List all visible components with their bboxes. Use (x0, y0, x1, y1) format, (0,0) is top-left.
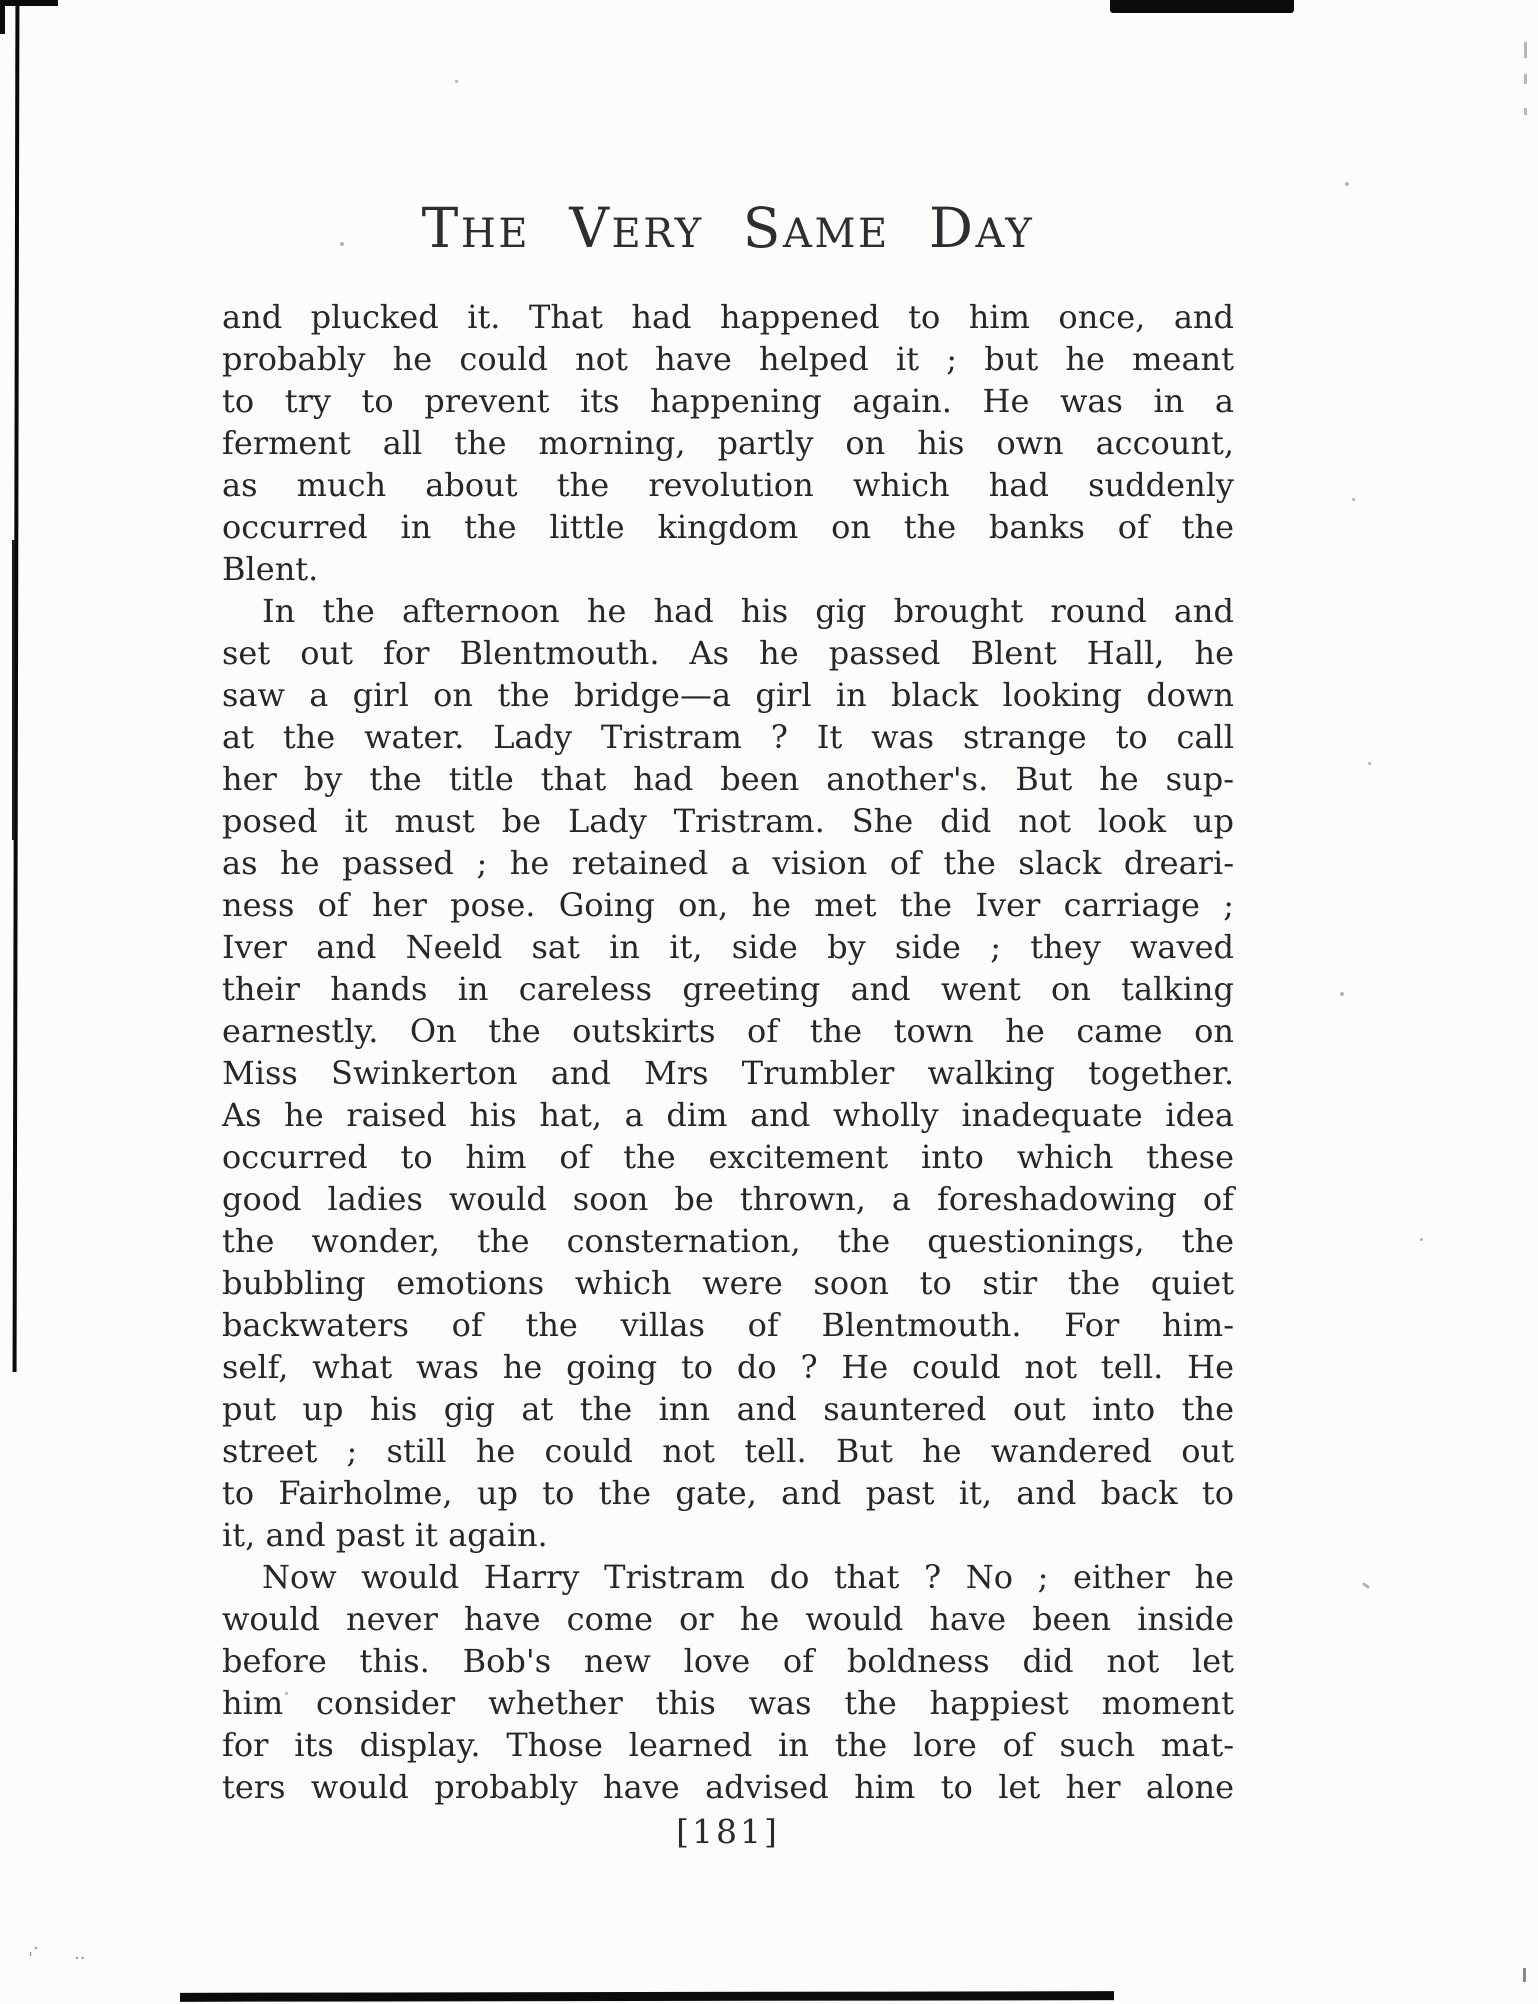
paragraph (222, 296, 1234, 590)
running-header (222, 196, 1234, 260)
text-line: posed it must be Lady Tristram. She did not look up (222, 802, 1234, 840)
scan-speck (1345, 182, 1349, 186)
scan-speck (1352, 498, 1355, 501)
scan-dash (1524, 108, 1527, 115)
header-word-initial: T (421, 196, 461, 260)
text-line: ness of her pose. Going on, he met the Iver carriage ; (222, 886, 1234, 924)
text-line: occurred to him of the excitement into which these (222, 1138, 1234, 1176)
header-word (743, 196, 890, 260)
text-line: her by the title that had been another's. But he sup- (222, 760, 1234, 798)
header-word (422, 196, 530, 260)
scan-artifact-left-line-2 (12, 540, 15, 840)
text-line: and plucked it. That had happened to him once, and (222, 298, 1234, 336)
header-word-rest: HE (460, 211, 531, 257)
text-line: set out for Blentmouth. As he passed Blent Hall, he (222, 634, 1234, 672)
scan-speck (1368, 762, 1371, 765)
scan-artifact-topleft-v (0, 0, 5, 34)
text-line: before this. Bob's new love of boldness did not let (222, 1642, 1234, 1680)
text-line: to Fairholme, up to the gate, and past it, and back to (222, 1474, 1234, 1512)
header-word-rest: AME (783, 211, 890, 257)
text-line: occurred in the little kingdom on the banks of the (222, 508, 1234, 546)
text-line: street ; still he could not tell. But he wandered out (222, 1432, 1234, 1470)
scan-artifact-bottom-bar (180, 1991, 1114, 2002)
text-line: As he raised his hat, a dim and wholly inadequate idea (222, 1096, 1234, 1134)
paragraph (222, 590, 1234, 1556)
text-line: as he passed ; he retained a vision of the slack dreari- (222, 844, 1234, 882)
text-line: for its display. Those learned in the lore of such mat- (222, 1726, 1234, 1764)
text-line: good ladies would soon be thrown, a foreshadowing of (222, 1180, 1234, 1218)
scan-artifact-topright-bar (1110, 0, 1294, 13)
text-line: him consider whether this was the happiest moment (222, 1684, 1234, 1722)
scan-speck (1420, 1238, 1423, 1241)
text-line: Iver and Neeld sat in it, side by side ; they waved (222, 928, 1234, 966)
scan-smudge: ˌ· (28, 1938, 39, 1959)
header-word-rest: AY (975, 211, 1035, 257)
text-line: ferment all the morning, partly on his own account, (222, 424, 1234, 462)
text-line: their hands in careless greeting and went on talking (222, 970, 1234, 1008)
scan-speck (455, 80, 458, 83)
text-line: it, and past it again. (222, 1516, 548, 1554)
text-line: Miss Swinkerton and Mrs Trumbler walking together. (222, 1054, 1234, 1092)
text-line: Blent. (222, 550, 319, 588)
text-line: at the water. Lady Tristram ? It was strange to call (222, 718, 1234, 756)
scan-dash (1524, 42, 1527, 58)
text-line: earnestly. On the outskirts of the town he came on (222, 1012, 1234, 1050)
header-word (929, 196, 1034, 260)
text-line: bubbling emotions which were soon to stir the quiet (222, 1264, 1234, 1302)
header-word (569, 196, 703, 260)
text-line: as much about the revolution which had suddenly (222, 466, 1234, 504)
header-word-initial: S (742, 196, 784, 260)
page-body (222, 296, 1234, 1808)
text-line: the wonder, the consternation, the questionings, the (222, 1222, 1234, 1260)
text-line: backwaters of the villas of Blentmouth. For him- (222, 1306, 1234, 1344)
text-line: Now would Harry Tristram do that ? No ; either he (262, 1558, 1234, 1596)
header-word-initial: V (569, 196, 612, 260)
text-line: would never have come or he would have been inside (222, 1600, 1234, 1638)
page-number: [181] (676, 1812, 780, 1851)
text-line: to try to prevent its happening again. He was in a (222, 382, 1234, 420)
header-word-rest: ERY (611, 211, 704, 257)
text-line: probably he could not have helped it ; but he meant (222, 340, 1234, 378)
scan-dash (1523, 1968, 1526, 1982)
text-line: saw a girl on the bridge—a girl in black looking down (222, 676, 1234, 714)
scan-speck (1340, 992, 1344, 996)
scan-dash (1524, 74, 1527, 84)
scan-smudge: ·· (74, 1948, 86, 1969)
text-line: In the afternoon he had his gig brought round and (262, 592, 1234, 630)
paragraph (222, 1556, 1234, 1808)
header-word-initial: D (928, 196, 976, 260)
text-line: self, what was he going to do ? He could not tell. He (222, 1348, 1234, 1386)
text-line: put up his gig at the inn and sauntered out into the (222, 1390, 1234, 1428)
scan-artifact-topleft-h (0, 0, 58, 6)
text-line: ters would probably have advised him to let her alone (222, 1768, 1234, 1806)
scan-speck (1362, 1582, 1370, 1589)
